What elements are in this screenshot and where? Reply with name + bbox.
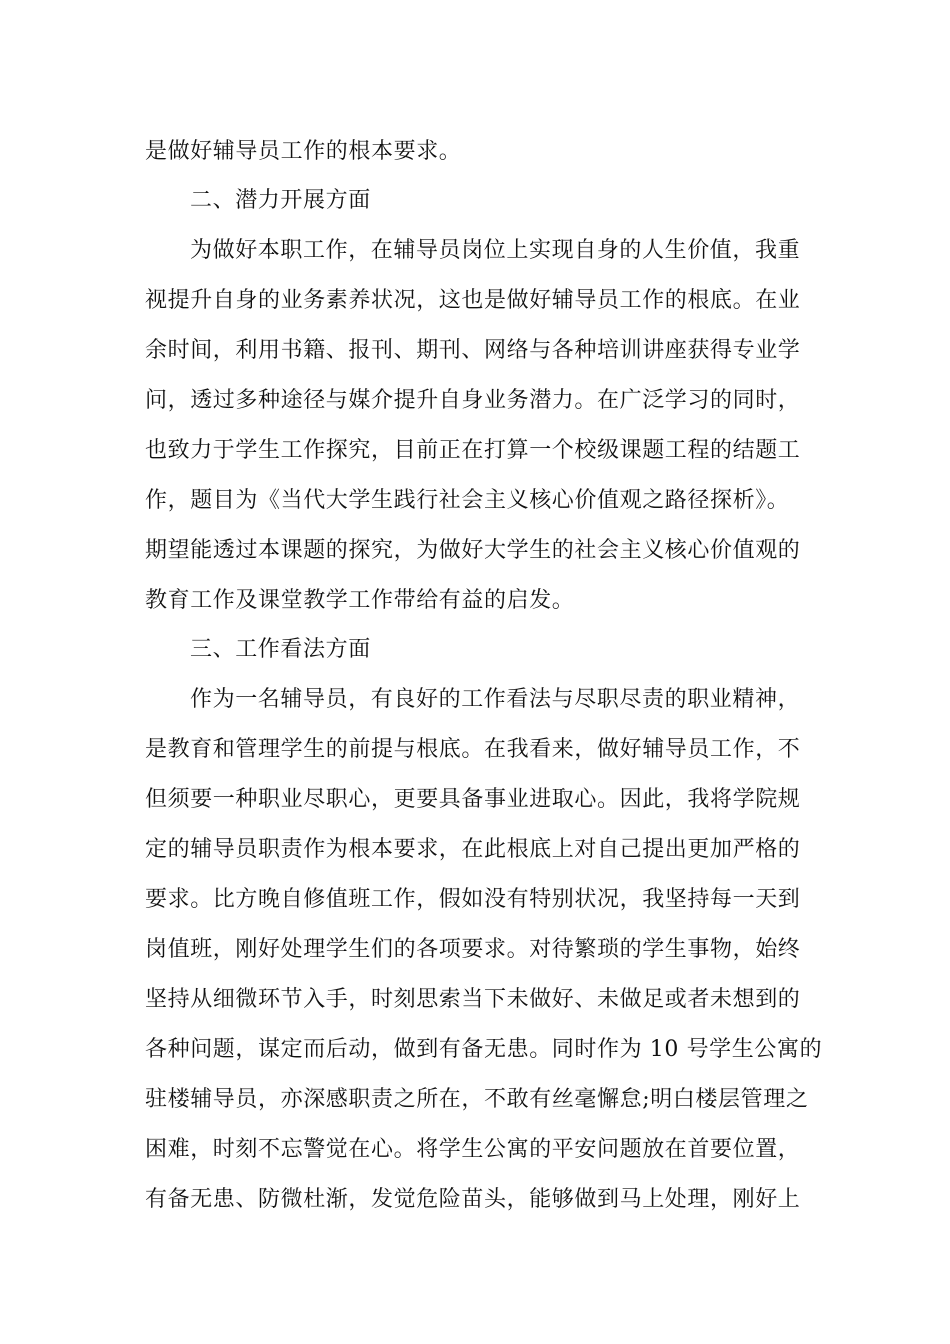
text-line: 坚持从细微环节入手，时刻思索当下未做好、未做足或者未想到的 bbox=[145, 987, 801, 1012]
text-line: 是教育和管理学生的前提与根底。在我看来，做好辅导员工作，不 bbox=[145, 737, 801, 762]
section-heading: 二、潜力开展方面 bbox=[190, 188, 371, 213]
text-line: 定的辅导员职责作为根本要求，在此根底上对自己提出更加严格的 bbox=[145, 837, 801, 862]
section-heading: 三、工作看法方面 bbox=[190, 637, 371, 662]
text-line: 作，题目为《当代大学生践行社会主义核心价值观之路径探析》。 bbox=[145, 488, 790, 513]
text-line: 作为一名辅导员，有良好的工作看法与尽职尽责的职业精神， bbox=[190, 687, 801, 712]
text-line: 为做好本职工作，在辅导员岗位上实现自身的人生价值，我重 bbox=[190, 238, 801, 263]
text-line: 视提升自身的业务素养状况，这也是做好辅导员工作的根底。在业 bbox=[145, 288, 801, 313]
text-line: 困难，时刻不忘警觉在心。将学生公寓的平安问题放在首要位置， bbox=[145, 1137, 801, 1162]
text-line: 岗值班，刚好处理学生们的各项要求。对待繁琐的学生事物，始终 bbox=[145, 937, 801, 962]
text-line: 但须要一种职业尽职心，更要具备事业进取心。因此，我将学院规 bbox=[145, 787, 801, 812]
text-line: 期望能透过本课题的探究，为做好大学生的社会主义核心价值观的 bbox=[145, 538, 801, 563]
text-line: 各种问题，谋定而后动，做到有备无患。同时作为 10 号学生公寓的 bbox=[145, 1037, 823, 1062]
text-line: 教育工作及课堂教学工作带给有益的启发。 bbox=[145, 588, 575, 613]
text-line: 也致力于学生工作探究，目前正在打算一个校级课题工程的结题工 bbox=[145, 438, 801, 463]
text-line: 要求。比方晚自修值班工作，假如没有特别状况，我坚持每一天到 bbox=[145, 887, 801, 912]
text-line: 驻楼辅导员，亦深感职责之所在，不敢有丝毫懈怠;明白楼层管理之 bbox=[145, 1087, 809, 1112]
text-line: 有备无患、防微杜渐，发觉危险苗头，能够做到马上处理，刚好上 bbox=[145, 1187, 801, 1212]
text-line: 是做好辅导员工作的根本要求。 bbox=[145, 139, 462, 164]
text-line: 余时间，利用书籍、报刊、期刊、网络与各种培训讲座获得专业学 bbox=[145, 338, 801, 363]
text-line: 问，透过多种途径与媒介提升自身业务潜力。在广泛学习的同时， bbox=[145, 388, 801, 413]
